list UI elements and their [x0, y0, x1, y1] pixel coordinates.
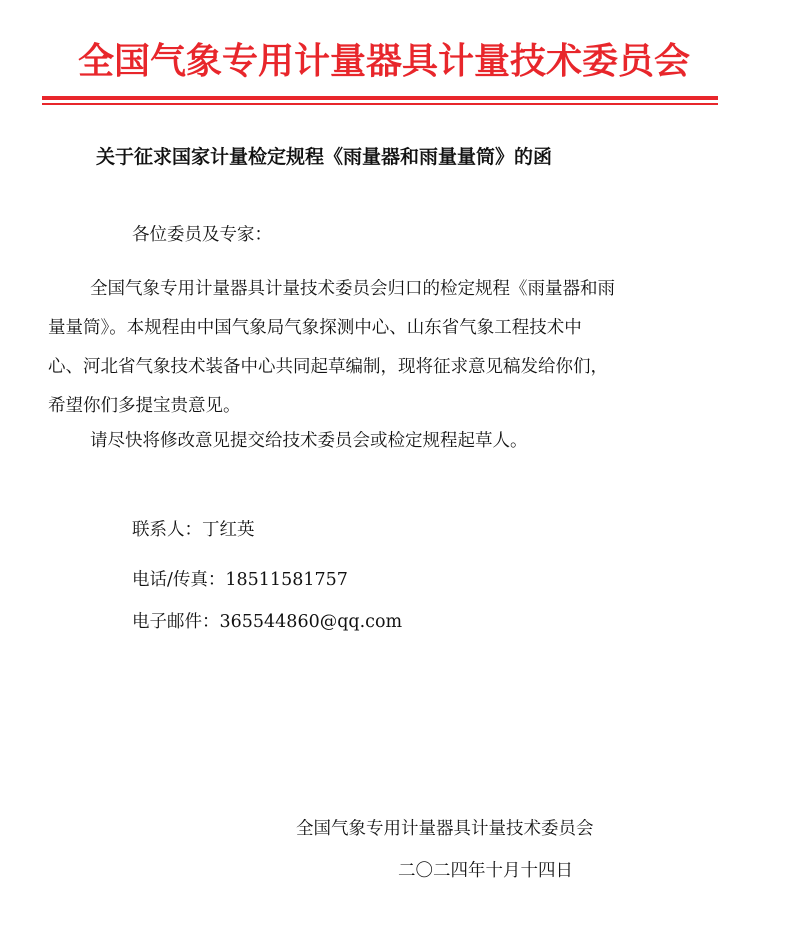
- body-paragraph-2: 请尽快将修改意见提交给技术委员会或检定规程起草人。: [90, 431, 528, 451]
- body-paragraph-1-line-1: 全国气象专用计量器具计量技术委员会归口的检定规程《雨量器和雨: [90, 279, 615, 299]
- contact-phone: 电话/传真：18511581757: [132, 570, 348, 590]
- letterhead-thin-rule: [42, 103, 718, 105]
- signature-date: 二〇二四年十月十四日: [398, 861, 573, 881]
- contact-email: 电子邮件：365544860@qq.com: [132, 612, 403, 632]
- contact-person: 联系人：丁红英: [132, 520, 255, 540]
- letterhead: [0, 30, 800, 110]
- salutation: 各位委员及专家：: [132, 225, 272, 245]
- signature-organization: 全国气象专用计量器具计量技术委员会: [296, 819, 594, 839]
- letterhead-thick-rule: [42, 96, 718, 100]
- body-paragraph-1-line-2: 量量筒》。本规程由中国气象局气象探测中心、山东省气象工程技术中: [48, 318, 582, 338]
- body-paragraph-1: [48, 270, 700, 426]
- body-paragraph-1-line-3: 心、河北省气象技术装备中心共同起草编制，现将征求意见稿发给你们，: [48, 357, 608, 377]
- document-title: 关于征求国家计量检定规程《雨量器和雨量量筒》的函: [96, 146, 553, 168]
- letterhead-org-name: 全国气象专用计量器具计量技术委员会: [78, 41, 691, 82]
- body-paragraph-1-line-4: 希望你们多提宝贵意见。: [48, 396, 241, 416]
